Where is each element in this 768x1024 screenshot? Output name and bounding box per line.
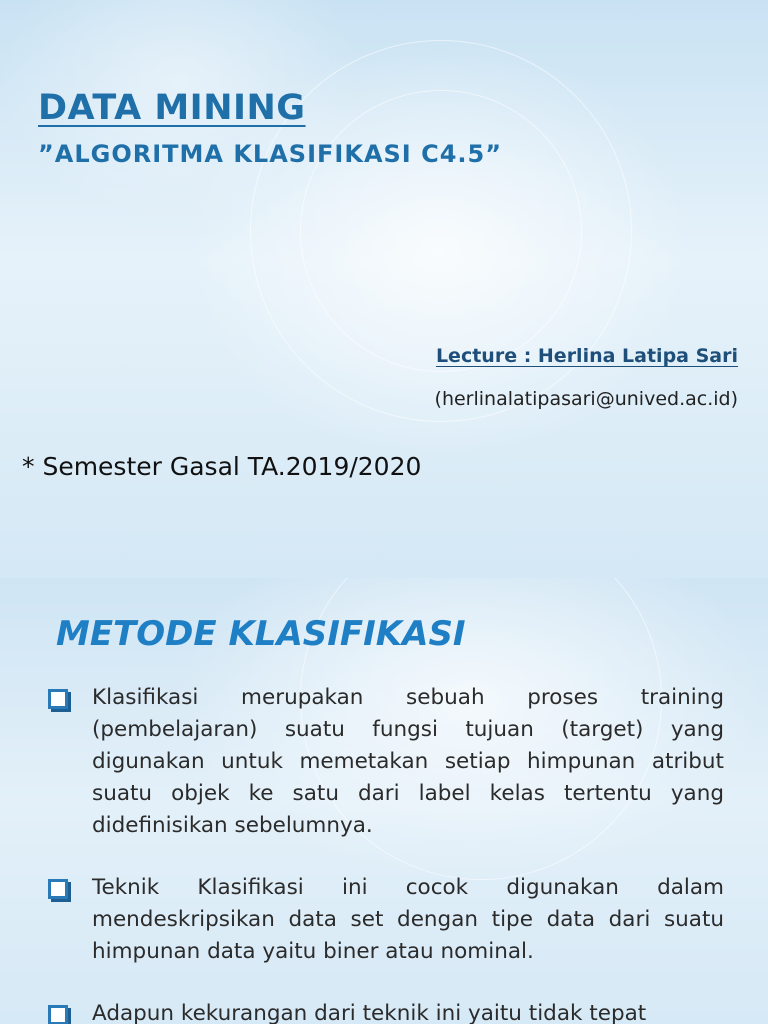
list-item	[46, 682, 724, 842]
slide-subtitle: ”ALGORITMA KLASIFIKASI C4.5”	[38, 140, 502, 168]
checkbox-bullet-icon	[48, 879, 68, 899]
list-item	[46, 872, 724, 968]
lecturer-email: (herlinalatipasari@unived.ac.id)	[434, 388, 738, 410]
lecturer-name: Lecture : Herlina Latipa Sari	[435, 345, 738, 367]
checkbox-bullet-icon	[48, 1005, 68, 1024]
bullet-text: Adapun kekurangan dari teknik ini yaitu tidak tepat	[92, 1001, 647, 1024]
bullet-text: Klasifikasi merupakan sebuah proses training (pembelajaran) suatu fungsi tujuan (target) yang digunakan untuk memetakan setiap himpunan atribut suatu objek ke satu dari label kelas tertentu yang didefinisikan sebelumnya.	[92, 685, 724, 838]
list-item	[46, 998, 724, 1024]
background-ring	[300, 90, 582, 372]
slide-heading: METODE KLASIFIKASI	[56, 614, 466, 654]
slide-title-text: DATA MINING	[38, 88, 306, 128]
bullet-text: Teknik Klasifikasi ini cocok digunakan dalam mendeskripsikan data set dengan tipe data dari suatu himpunan data yaitu biner atau nominal.	[92, 875, 724, 964]
semester-info: * Semester Gasal TA.2019/2020	[22, 452, 422, 481]
slide-metode	[0, 578, 768, 1024]
bullet-list	[46, 682, 724, 1024]
checkbox-bullet-icon	[48, 689, 68, 709]
